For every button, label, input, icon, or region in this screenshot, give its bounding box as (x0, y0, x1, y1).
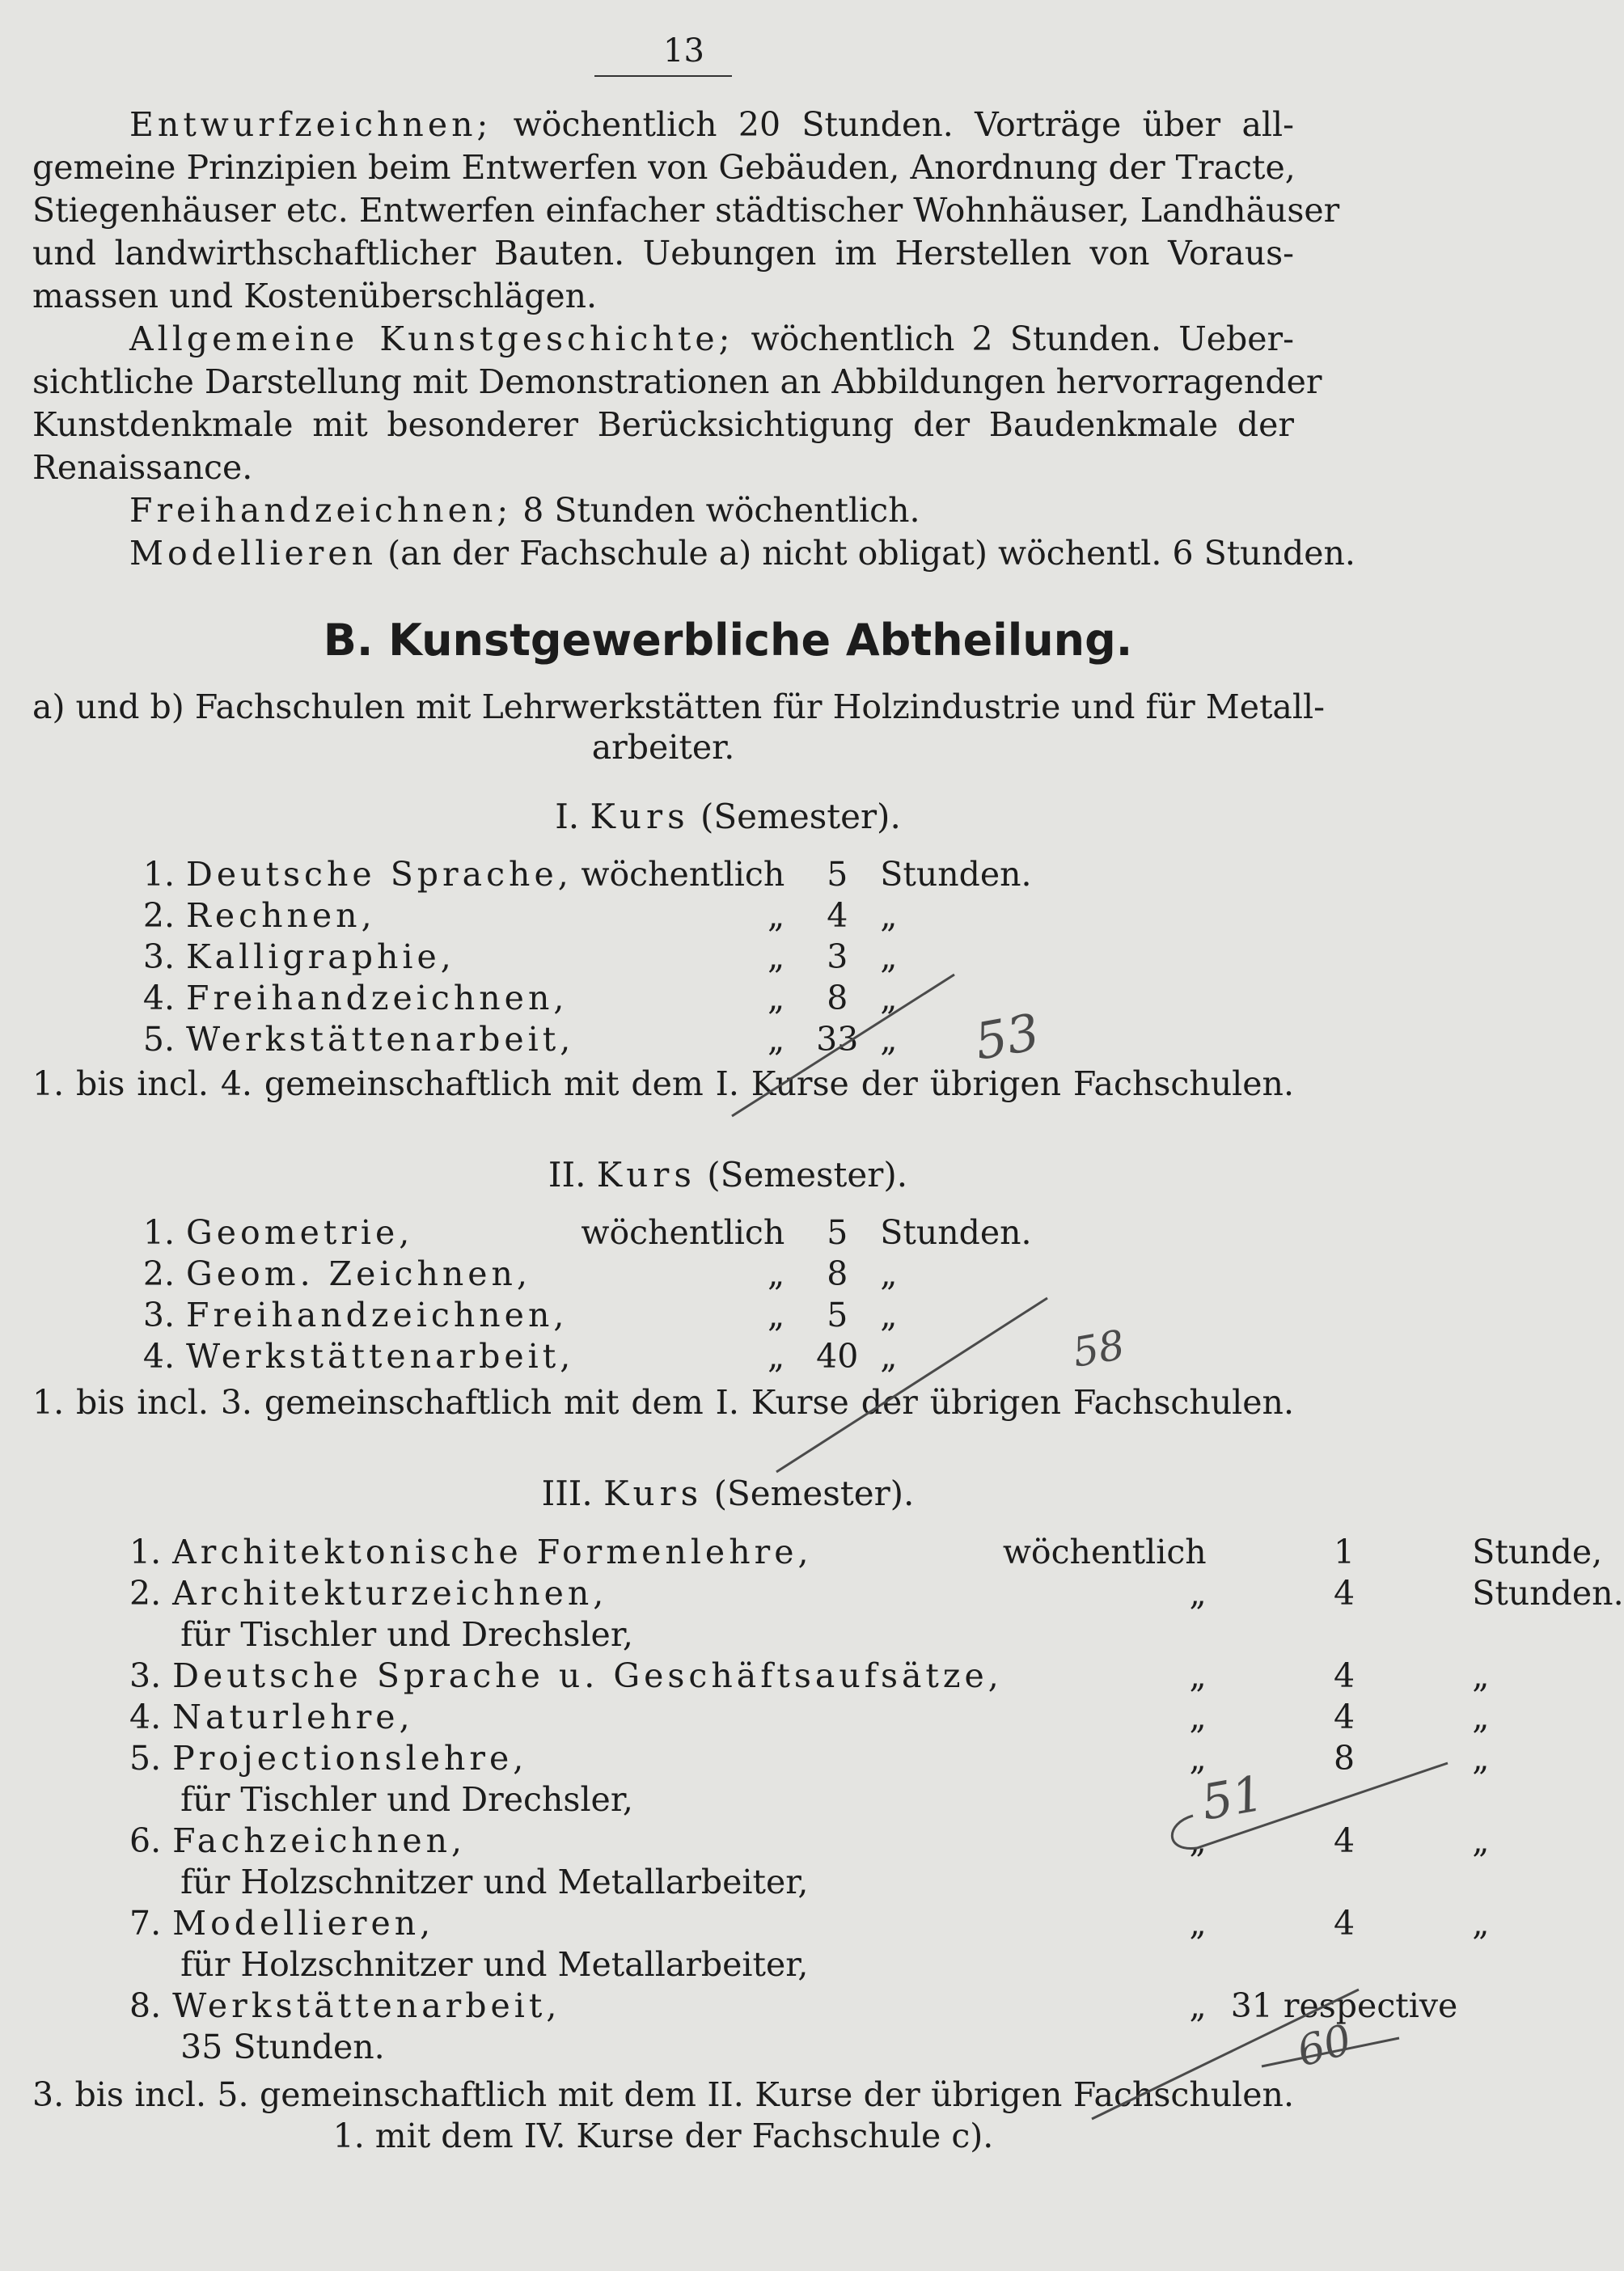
kurs-3-heading: III. Kurs (Semester). (541, 1474, 915, 1513)
kurs-2-table (129, 1212, 1032, 1377)
course-hours: 1 (1333, 1533, 1355, 1571)
text-line: Kunstdenkmale mit besonderer Berücksichtigung der Baudenkmale der (32, 405, 1294, 444)
page-number: 13 (663, 32, 704, 70)
course-name: Deutsche Sprache u. Geschäftsaufsätze, (172, 1656, 1003, 1695)
course-name: Werkstättenarbeit, (186, 1020, 575, 1059)
course-subline-spacer (129, 1944, 172, 1986)
course-number: 2. (142, 1254, 175, 1293)
course-subline-spacer (129, 2027, 172, 2068)
course-period: „ (768, 896, 785, 935)
course-row (129, 1019, 1032, 1060)
course-unit: „ (880, 937, 898, 976)
text-line: sichtliche Darstellung mit Demonstrationen an Abbildungen hervorragender (32, 362, 1322, 401)
course-period: „ (1189, 1698, 1207, 1736)
section-subtitle-cont: arbeiter. (591, 728, 735, 767)
course-row (129, 1254, 1032, 1295)
kurs-2-note: 1. bis incl. 3. gemeinschaftlich mit dem I. Kurse der übrigen Fachschulen. (32, 1383, 1294, 1422)
course-number: 4. (129, 1698, 162, 1736)
course-number: 2. (142, 896, 175, 935)
course-hours: 4 (1333, 1656, 1355, 1695)
course-hours: 5 (827, 855, 848, 894)
kurs-1-table (129, 854, 1032, 1060)
course-unit: „ (880, 896, 898, 935)
course-number: 1. (142, 1213, 175, 1252)
intro-text (32, 104, 1355, 575)
course-period: „ (768, 1296, 785, 1334)
course-period: „ (768, 979, 785, 1017)
course-number: 5. (129, 1739, 162, 1778)
text-line: massen und Kostenüberschlägen. (32, 277, 598, 315)
course-subline-row (129, 2027, 1624, 2068)
course-row (129, 1821, 1624, 1862)
course-hours: 31 respective (1230, 1986, 1458, 2025)
course-number: 3. (142, 1296, 175, 1334)
course-name: Geometrie, (186, 1213, 414, 1252)
course-period: wöchentlich (581, 1213, 785, 1252)
course-unit: „ (1472, 1904, 1490, 1943)
text-line: Modellieren (an der Fachschule a) nicht obligat) wöchentl. 6 Stunden. (129, 534, 1355, 573)
text-line: Entwurfzeichnen; wöchentlich 20 Stunden. Vorträge über all- (129, 105, 1294, 144)
kurs-3-note: 3. bis incl. 5. gemeinschaftlich mit dem II. Kurse der übrigen Fachschulen. (32, 2075, 1294, 2114)
course-name: Architektonische Formenlehre, (172, 1533, 813, 1571)
course-subline-row (129, 1779, 1624, 1821)
course-row (129, 1656, 1624, 1697)
kurs-1-note: 1. bis incl. 4. gemeinschaftlich mit dem I. Kurse der übrigen Fachschulen. (32, 1064, 1294, 1103)
course-row (129, 1697, 1624, 1738)
course-unit: „ (880, 1254, 898, 1293)
course-hours: 8 (827, 979, 848, 1017)
course-subline-spacer (129, 1614, 172, 1656)
course-unit: „ (880, 1020, 898, 1059)
course-name: Naturlehre, (172, 1698, 414, 1736)
course-unit: „ (1472, 1739, 1490, 1778)
annotation-53: 53 (970, 1002, 1044, 1072)
course-hours: 33 (816, 1020, 859, 1059)
course-name: Deutsche Sprache, (186, 855, 573, 894)
course-period: „ (1189, 1986, 1207, 2025)
course-hours: 4 (1333, 1574, 1355, 1613)
course-period: wöchentlich (581, 855, 785, 894)
course-hours: 4 (827, 896, 848, 935)
course-number: 8. (129, 1986, 162, 2025)
course-row (129, 854, 1032, 895)
course-row (129, 1903, 1624, 1944)
course-name: Projectionslehre, (172, 1739, 528, 1778)
course-number: 4. (142, 1337, 175, 1376)
course-period: wöchentlich (1002, 1533, 1207, 1571)
course-row (129, 1738, 1624, 1779)
course-name: Werkstättenarbeit, (186, 1337, 575, 1376)
course-subline: für Holzschnitzer und Metallarbeiter, (180, 1945, 809, 1984)
course-number: 3. (129, 1656, 162, 1695)
section-subtitle: a) und b) Fachschulen mit Lehrwerkstätten für Holzindustrie und für Metall- (32, 687, 1325, 726)
course-name: Freihandzeichnen, (186, 979, 569, 1017)
course-subline: 35 Stunden. (180, 2028, 385, 2066)
course-row (129, 937, 1032, 978)
annotation-60: 60 (1292, 2015, 1357, 2077)
course-period: „ (1189, 1739, 1207, 1778)
course-period: „ (768, 1020, 785, 1059)
course-subline: für Holzschnitzer und Metallarbeiter, (180, 1863, 809, 1901)
kurs-2-heading: II. Kurs (Semester). (548, 1155, 908, 1195)
course-number: 6. (129, 1821, 162, 1860)
course-row (129, 1986, 1624, 2027)
course-unit: „ (1472, 1698, 1490, 1736)
text-line: Stiegenhäuser etc. Entwerfen einfacher städtischer Wohnhäuser, Landhäuser (32, 191, 1340, 230)
course-number: 4. (142, 979, 175, 1017)
course-unit: „ (880, 1296, 898, 1334)
course-number: 1. (142, 855, 175, 894)
course-number: 7. (129, 1904, 162, 1943)
course-hours: 5 (827, 1213, 848, 1252)
course-period: „ (768, 1337, 785, 1376)
course-name: Kalligraphie, (186, 937, 455, 976)
annotation-58: 58 (1069, 1321, 1128, 1377)
course-hours: 4 (1333, 1821, 1355, 1860)
course-unit: „ (1472, 1656, 1490, 1695)
course-subline-row (129, 1944, 1624, 1986)
text-line: Renaissance. (32, 448, 253, 487)
course-hours: 8 (1333, 1739, 1355, 1778)
course-name: Rechnen, (186, 896, 376, 935)
text-line: und landwirthschaftlicher Bauten. Uebungen im Herstellen von Voraus- (32, 234, 1294, 273)
course-unit: Stunden. (1472, 1574, 1624, 1613)
page-number-rule (594, 75, 732, 77)
course-name: Architekturzeichnen, (172, 1574, 608, 1613)
course-unit (1457, 1986, 1623, 2027)
course-name: Geom. Zeichnen, (186, 1254, 531, 1293)
course-hours: 4 (1333, 1698, 1355, 1736)
course-period: „ (768, 1254, 785, 1293)
course-hours: 8 (827, 1254, 848, 1293)
course-unit: „ (1472, 1821, 1490, 1860)
course-unit: „ (880, 1337, 898, 1376)
course-subline-row (129, 1862, 1624, 1903)
course-row (129, 1212, 1032, 1254)
course-name: Modellieren, (172, 1904, 435, 1943)
course-name: Fachzeichnen, (172, 1821, 467, 1860)
text-line: gemeine Prinzipien beim Entwerfen von Gebäuden, Anordnung der Tracte, (32, 148, 1296, 187)
kurs-3-table (129, 1532, 1624, 2068)
course-period: „ (1189, 1821, 1207, 1860)
course-number: 3. (142, 937, 175, 976)
course-row (129, 978, 1032, 1019)
course-hours: 3 (827, 937, 848, 976)
course-row (129, 895, 1032, 937)
annotation-51: 51 (1197, 1765, 1268, 1832)
course-row (129, 1295, 1032, 1336)
kurs-3-note-cont: 1. mit dem IV. Kurse der Fachschule c). (332, 2117, 994, 2155)
course-period: „ (1189, 1574, 1207, 1613)
course-hours: 4 (1333, 1904, 1355, 1943)
course-number: 2. (129, 1574, 162, 1613)
course-unit: Stunde, (1472, 1533, 1603, 1571)
kurs-1-heading: I. Kurs (Semester). (555, 797, 901, 836)
course-row (129, 1573, 1624, 1614)
course-subline: für Tischler und Drechsler, (180, 1780, 633, 1819)
course-name: Freihandzeichnen, (186, 1296, 569, 1334)
text-line: Allgemeine Kunstgeschichte; wöchentlich 2 Stunden. Ueber- (129, 319, 1294, 358)
course-name: Werkstättenarbeit, (172, 1986, 561, 2025)
course-hours: 40 (816, 1337, 859, 1376)
course-period: „ (768, 937, 785, 976)
course-subline-spacer (129, 1862, 172, 1903)
course-subline-spacer (129, 1779, 172, 1821)
course-period: „ (1189, 1904, 1207, 1943)
course-period: „ (1189, 1656, 1207, 1695)
course-unit: Stunden. (880, 855, 1032, 894)
section-heading: B. Kunstgewerbliche Abtheilung. (323, 615, 1133, 666)
course-row (129, 1336, 1032, 1377)
course-subline: für Tischler und Drechsler, (180, 1615, 633, 1654)
course-hours: 5 (827, 1296, 848, 1334)
text-line: Freihandzeichnen; 8 Stunden wöchentlich. (129, 491, 920, 530)
course-subline-row (129, 1614, 1624, 1656)
course-unit: „ (880, 979, 898, 1017)
course-unit: Stunden. (880, 1213, 1032, 1252)
course-number: 1. (129, 1533, 162, 1571)
course-number: 5. (142, 1020, 175, 1059)
course-row (129, 1532, 1624, 1573)
